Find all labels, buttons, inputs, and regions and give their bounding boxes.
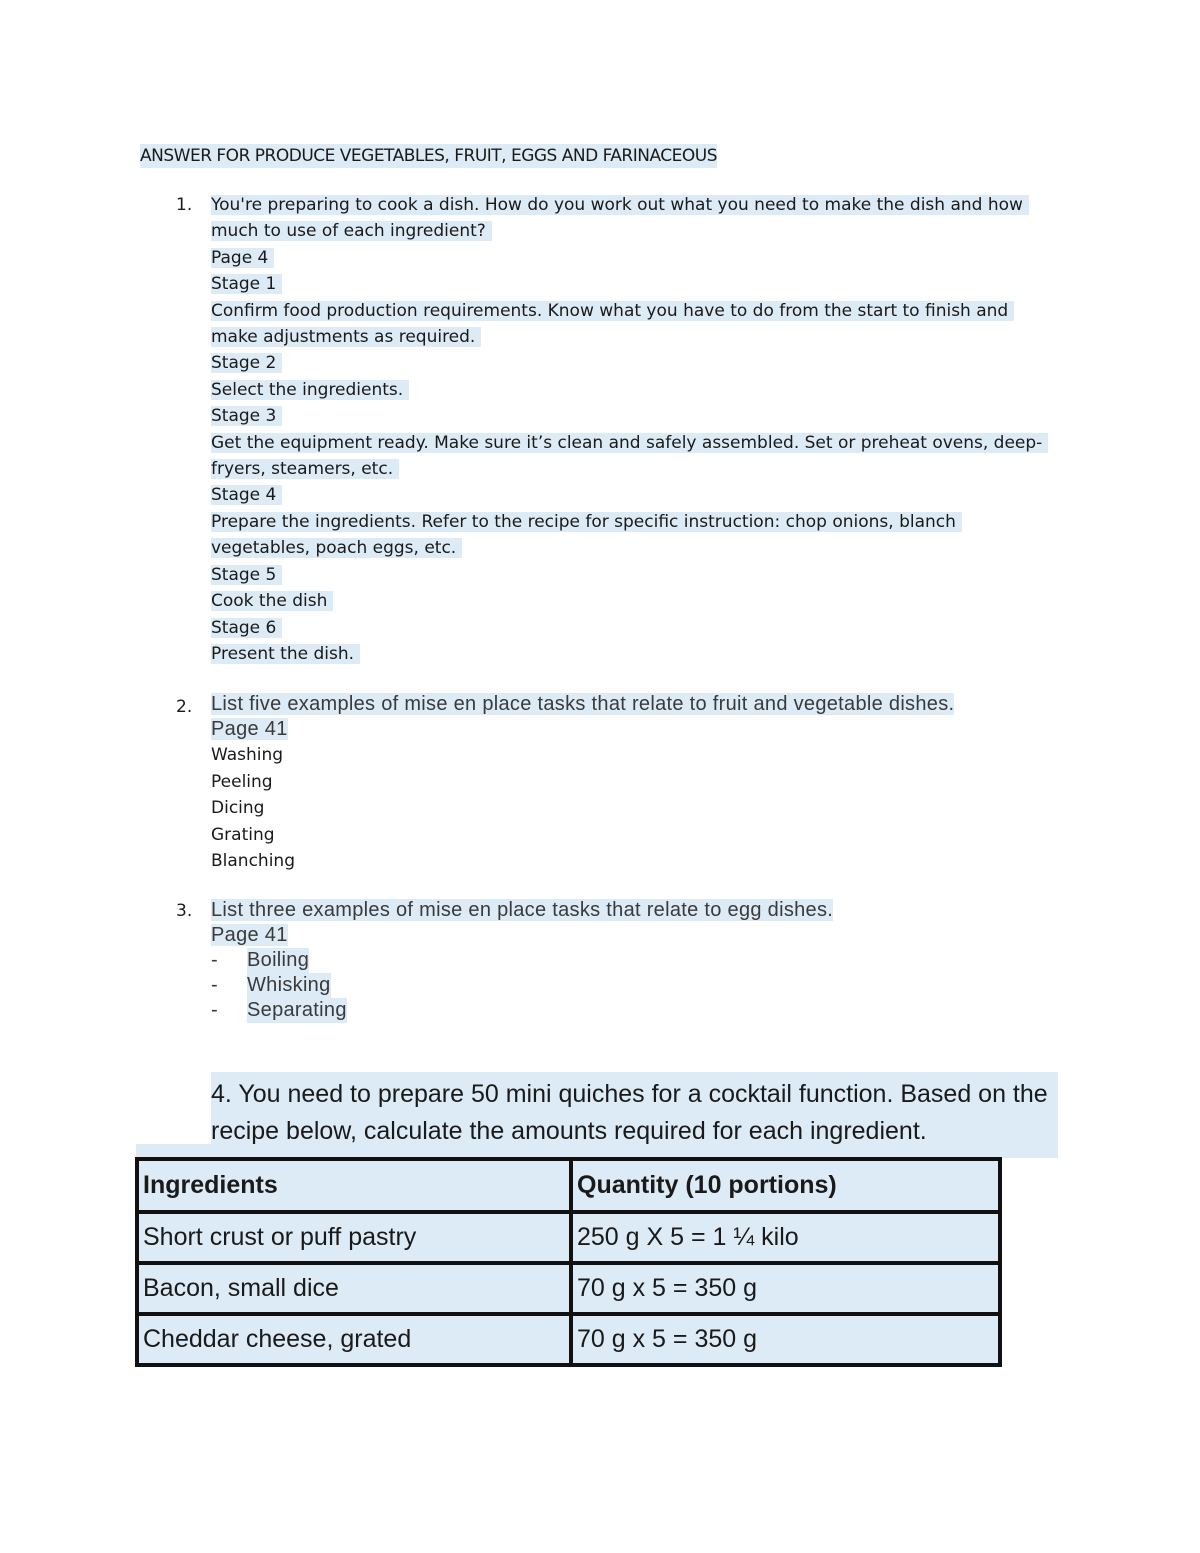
q1-stage-1-heading: Stage 1 xyxy=(211,274,282,294)
q3-page-ref: Page 41 xyxy=(211,924,288,946)
q1-stage-6-text: Present the dish. xyxy=(211,644,360,664)
q1-number: 1. xyxy=(176,195,193,215)
q1-page-ref: Page 4 xyxy=(211,248,274,268)
table-cell-ingredient: Bacon, small dice xyxy=(137,1263,571,1314)
table-cell-ingredient: Short crust or puff pastry xyxy=(137,1212,571,1263)
table-cell-quantity: 250 g X 5 = 1 ¼ kilo xyxy=(571,1212,1000,1263)
q1-stage-3-heading: Stage 3 xyxy=(211,406,282,426)
q1-stage-2-text: Select the ingredients. xyxy=(211,380,409,400)
q1-stage-5-text: Cook the dish xyxy=(211,591,333,611)
q1-stage-3-text-2: fryers, steamers, etc. xyxy=(211,459,399,479)
q3-number: 3. xyxy=(176,901,193,921)
q2-item: Grating xyxy=(211,824,275,845)
q2-question: List five examples of mise en place tasks that relate to fruit and vegetable dishes. xyxy=(211,693,955,715)
q2-item: Dicing xyxy=(211,798,265,819)
bullet-dash: - xyxy=(211,999,218,1021)
q2-answer-block xyxy=(211,692,1071,875)
table-header-row xyxy=(137,1159,1000,1212)
q1-stage-6-heading: Stage 6 xyxy=(211,618,282,638)
table-cell-quantity: 70 g x 5 = 350 g xyxy=(571,1263,1000,1314)
document-title: ANSWER FOR PRODUCE VEGETABLES, FRUIT, EGGS AND FARINACEOUS xyxy=(140,146,718,166)
q2-item: Washing xyxy=(211,745,284,765)
ingredients-table xyxy=(135,1157,1002,1367)
table-row xyxy=(137,1314,1000,1365)
q1-stage-3-text-1: Get the equipment ready. Make sure it’s clean and safely assembled. Set or preheat ovens, deep- xyxy=(211,433,1048,453)
q1-stage-4-text-1: Prepare the ingredients. Refer to the recipe for specific instruction: chop onions, blanch xyxy=(211,512,962,532)
table-row xyxy=(137,1212,1000,1263)
table-header-ingredients: Ingredients xyxy=(137,1159,571,1212)
bullet-dash: - xyxy=(211,974,218,996)
q3-question: List three examples of mise en place tasks that relate to egg dishes. xyxy=(211,899,834,921)
q1-stage-1-text-1: Confirm food production requirements. Know what you have to do from the start to finish and xyxy=(211,301,1014,321)
bullet-dash: - xyxy=(211,949,218,971)
q1-stage-2-heading: Stage 2 xyxy=(211,353,282,373)
q1-stage-5-heading: Stage 5 xyxy=(211,565,282,585)
q2-item: Blanching xyxy=(211,851,295,872)
q3-item-label: Whisking xyxy=(247,974,331,996)
q1-stage-4-heading: Stage 4 xyxy=(211,485,282,505)
table-row xyxy=(137,1263,1000,1314)
q1-stage-1-text-2: make adjustments as required. xyxy=(211,327,481,347)
q4-question: 4. You need to prepare 50 mini quiches for a cocktail function. Based on the recipe below, calculate the amounts required for each ingredient. xyxy=(211,1080,1048,1145)
table-header-quantity: Quantity (10 portions) xyxy=(571,1159,1000,1212)
q3-item-label: Boiling xyxy=(247,949,310,971)
q2-item: Peeling xyxy=(211,771,273,792)
q3-answer-block xyxy=(211,898,1071,949)
table-cell-ingredient: Cheddar cheese, grated xyxy=(137,1314,571,1365)
table-cell-quantity: 70 g x 5 = 350 g xyxy=(571,1314,1000,1365)
q2-page-ref: Page 41 xyxy=(211,718,288,740)
q3-item-label: Separating xyxy=(247,999,347,1021)
q1-answer-block xyxy=(211,192,1071,667)
q2-number: 2. xyxy=(176,697,193,717)
q1-question-line-1: You're preparing to cook a dish. How do you work out what you need to make the dish and how xyxy=(211,195,1029,215)
q1-question-line-2: much to use of each ingredient? xyxy=(211,221,492,241)
q1-stage-4-text-2: vegetables, poach eggs, etc. xyxy=(211,538,462,558)
